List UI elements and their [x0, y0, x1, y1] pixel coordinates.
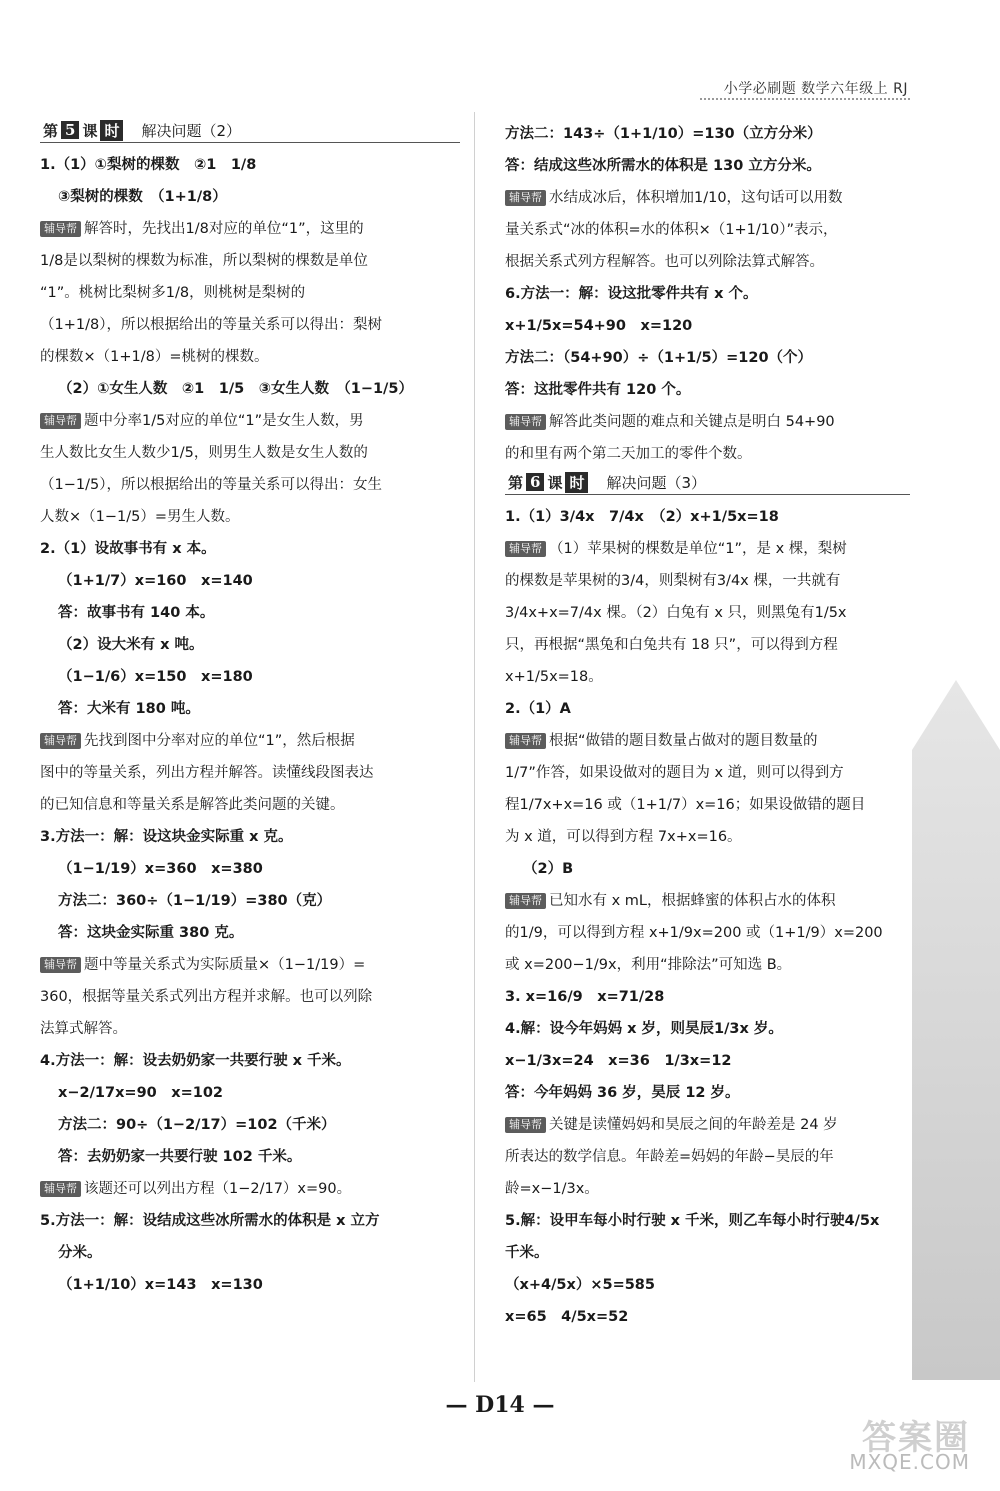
hint-line [505, 406, 910, 438]
hint-line [40, 213, 460, 245]
hint-tag: 辅导帮 [40, 957, 81, 973]
answer-line: （x+4/5x）×5=585 [505, 1277, 655, 1293]
answer-line: x−2/17x=90 x=102 [58, 1085, 224, 1101]
answer-line: x+1/5x=54+90 x=120 [505, 318, 693, 334]
answer-line: 1.（1）①梨树的棵数 ②1 1/8 [40, 157, 257, 173]
answer-line: 根据关系式列方程解答。也可以列除法算式解答。 [505, 254, 824, 270]
hint-line [40, 405, 460, 437]
lesson-prefix: 第 [43, 121, 59, 140]
answer-line: 的1/9，可以得到方程 x+1/9x=200 或（1+1/9）x=200 [505, 925, 883, 941]
answer-line: 答：这块金实际重 380 克。 [58, 925, 244, 941]
answer-line: 千米。 [505, 1245, 549, 1261]
hint-text: 解答此类问题的难点和关键点是明白 54+90 [549, 414, 835, 430]
answer-line: 360，根据等量关系式列出方程并求解。也可以列除 [40, 989, 373, 1005]
hint-text: 先找到图中分率对应的单位“1”，然后根据 [84, 733, 355, 749]
hint-tag: 辅导帮 [40, 1181, 81, 1197]
right-top-lines [505, 118, 910, 470]
header-rule [700, 98, 910, 100]
column-divider [474, 112, 475, 1382]
answer-line: 3/4x+x=7/4x 棵。（2）白兔有 x 只，则黑兔有1/5x [505, 605, 847, 621]
answer-line: （1+1/8），所以根据给出的等量关系可以得出：梨树 [40, 317, 382, 333]
section-title: 解决问题（2） [141, 121, 242, 140]
answer-line: 方法二：143÷（1+1/10）=130（立方分米） [505, 126, 822, 142]
answer-line: 法算式解答。 [40, 1021, 127, 1037]
answer-line: x+1/5x=18。 [505, 669, 603, 685]
answer-line: 6.方法一：解：设这批零件共有 x 个。 [505, 286, 758, 302]
right-column [505, 118, 910, 1333]
hint-text: 关键是读懂妈妈和昊辰之间的年龄差是 24 岁 [549, 1117, 838, 1133]
answer-line: 答：结成这些冰所需水的体积是 130 立方分米。 [505, 158, 821, 174]
hint-tag: 辅导帮 [40, 413, 81, 429]
answer-line: （1−1/6）x=150 x=180 [58, 669, 253, 685]
answer-line: 答：去奶奶家一共要行驶 102 千米。 [58, 1149, 302, 1165]
answer-line: 5.解：设甲车每小时行驶 x 千米，则乙车每小时行驶4/5x [505, 1213, 880, 1229]
hint-text: 题中分率1/5对应的单位“1”是女生人数，男 [84, 413, 364, 429]
hint-line [40, 949, 460, 981]
hint-text: 题中等量关系式为实际质量×（1−1/19）= [84, 957, 366, 973]
page-number: — D14 — [445, 1392, 555, 1418]
lesson-label-1: 课 [82, 121, 98, 140]
answer-line: 1/7”作答，如果设做对的题目为 x 道，则可以得到方 [505, 765, 844, 781]
answer-line: 2.（1）A [505, 701, 571, 717]
hint-text: 解答时，先找出1/8对应的单位“1”，这里的 [84, 221, 364, 237]
hint-text: 水结成冰后，体积增加1/10，这句话可以用数 [549, 190, 843, 206]
lesson-number: 5 [61, 121, 79, 139]
answer-line: 答：故事书有 140 本。 [58, 605, 215, 621]
answer-line: 方法二：（54+90）÷（1+1/5）=120（个） [505, 350, 813, 366]
lesson-number: 6 [526, 473, 544, 491]
answer-line: 量关系式“冰的体积=水的体积×（1+1/10）”表示， [505, 222, 838, 238]
hint-line [40, 725, 460, 757]
hint-tag: 辅导帮 [505, 541, 546, 557]
left-column [40, 118, 460, 1301]
hint-tag: 辅导帮 [505, 733, 546, 749]
hint-tag: 辅导帮 [505, 414, 546, 430]
section-title: 解决问题（3） [606, 473, 707, 492]
lesson-badge [505, 472, 588, 493]
hint-line [505, 533, 910, 565]
answer-line: “1”。桃树比梨树多1/8，则桃树是梨树的 [40, 285, 306, 301]
answer-line: x−1/3x=24 x=36 1/3x=12 [505, 1053, 732, 1069]
section-header-5 [40, 118, 460, 143]
lesson-badge [40, 120, 123, 141]
answer-line: 或 x=200−1/9x，利用“排除法”可知选 B。 [505, 957, 792, 973]
answer-line: 方法二：360÷（1−1/19）=380（克） [58, 893, 332, 909]
section-header-6 [505, 470, 910, 495]
answer-line: 的和里有两个第二天加工的零件个数。 [505, 446, 752, 462]
hint-tag: 辅导帮 [505, 190, 546, 206]
right-lines [505, 501, 910, 1333]
answer-line: 答：大米有 180 吨。 [58, 701, 200, 717]
answer-line: 3.方法一：解：设这块金实际重 x 克。 [40, 829, 293, 845]
header-title: 小学必刷题 数学六年级上 RJ [723, 81, 908, 97]
decorative-sidebar [912, 680, 1000, 1380]
lesson-prefix: 第 [508, 473, 524, 492]
answer-line: 4.解：设今年妈妈 x 岁，则昊辰1/3x 岁。 [505, 1021, 783, 1037]
answer-line: 生人数比女生人数少1/5，则男生人数是女生人数的 [40, 445, 368, 461]
hint-tag: 辅导帮 [505, 893, 546, 909]
answer-line: 程1/7x+x=16 或（1+1/7）x=16；如果设做错的题目 [505, 797, 866, 813]
hint-tag: 辅导帮 [505, 1117, 546, 1133]
answer-line: 只，再根据“黑兔和白兔共有 18 只”，可以得到方程 [505, 637, 838, 653]
hint-text: 该题还可以列出方程（1−2/17）x=90。 [84, 1181, 352, 1197]
answer-line: （2）B [523, 861, 574, 877]
answer-line: 的棵数×（1+1/8）=桃树的棵数。 [40, 349, 269, 365]
answer-line: （1+1/10）x=143 x=130 [58, 1277, 263, 1293]
answer-line: （2）设大米有 x 吨。 [58, 637, 204, 653]
answer-line: 分米。 [58, 1245, 102, 1261]
answer-line: ③梨树的棵数 （1+1/8） [58, 189, 227, 205]
hint-text: （1）苹果树的棵数是单位“1”，是 x 棵，梨树 [549, 541, 847, 557]
left-lines [40, 149, 460, 1301]
hint-tag: 辅导帮 [40, 221, 81, 237]
answer-line: （2）①女生人数 ②1 1/5 ③女生人数 （1−1/5） [58, 381, 413, 397]
answer-line: 答：这批零件共有 120 个。 [505, 382, 691, 398]
answer-line: 1/8是以梨树的棵数为标准，所以梨树的棵数是单位 [40, 253, 368, 269]
lesson-label-1: 课 [547, 473, 563, 492]
answer-line: 龄=x−1/3x。 [505, 1181, 599, 1197]
answer-line: 3. x=16/9 x=71/28 [505, 989, 665, 1005]
answer-line: （1−1/19）x=360 x=380 [58, 861, 263, 877]
answer-line: 所表达的数学信息。年龄差=妈妈的年龄−昊辰的年 [505, 1149, 834, 1165]
answer-line: （1−1/5），所以根据给出的等量关系可以得出：女生 [40, 477, 382, 493]
answer-line: 的棵数是苹果树的3/4，则梨树有3/4x 棵，一共就有 [505, 573, 841, 589]
answer-line: 2.（1）设故事书有 x 本。 [40, 541, 216, 557]
hint-line [505, 1109, 910, 1141]
answer-line: 答：今年妈妈 36 岁，昊辰 12 岁。 [505, 1085, 740, 1101]
answer-line: 人数×（1−1/5）=男生人数。 [40, 509, 240, 525]
answer-line: （1+1/7）x=160 x=140 [58, 573, 253, 589]
answer-line: 5.方法一：解：设结成这些冰所需水的体积是 x 立方 [40, 1213, 380, 1229]
hint-line [505, 725, 910, 757]
answer-line: x=65 4/5x=52 [505, 1309, 629, 1325]
hint-text: 已知水有 x mL，根据蜂蜜的体积占水的体积 [549, 893, 836, 909]
answer-line: 1.（1）3/4x 7/4x （2）x+1/5x=18 [505, 509, 779, 525]
lesson-label-2: 时 [100, 120, 123, 141]
watermark-url: MXQE.COM [849, 1450, 970, 1474]
answer-line: 4.方法一：解：设去奶奶家一共要行驶 x 千米。 [40, 1053, 351, 1069]
answer-line: 图中的等量关系，列出方程并解答。读懂线段图表达 [40, 765, 374, 781]
hint-text: 根据“做错的题目数量占做对的题目数量的 [549, 733, 818, 749]
lesson-label-2: 时 [565, 472, 588, 493]
answer-line: 方法二：90÷（1−2/17）=102（千米） [58, 1117, 336, 1133]
hint-line [505, 182, 910, 214]
answer-line: 为 x 道，可以得到方程 7x+x=16。 [505, 829, 742, 845]
hint-tag: 辅导帮 [40, 733, 81, 749]
watermark-logo: 答案圈 [862, 1418, 970, 1458]
answer-line: 的已知信息和等量关系是解答此类问题的关键。 [40, 797, 345, 813]
hint-line [505, 885, 910, 917]
hint-line [40, 1173, 460, 1205]
